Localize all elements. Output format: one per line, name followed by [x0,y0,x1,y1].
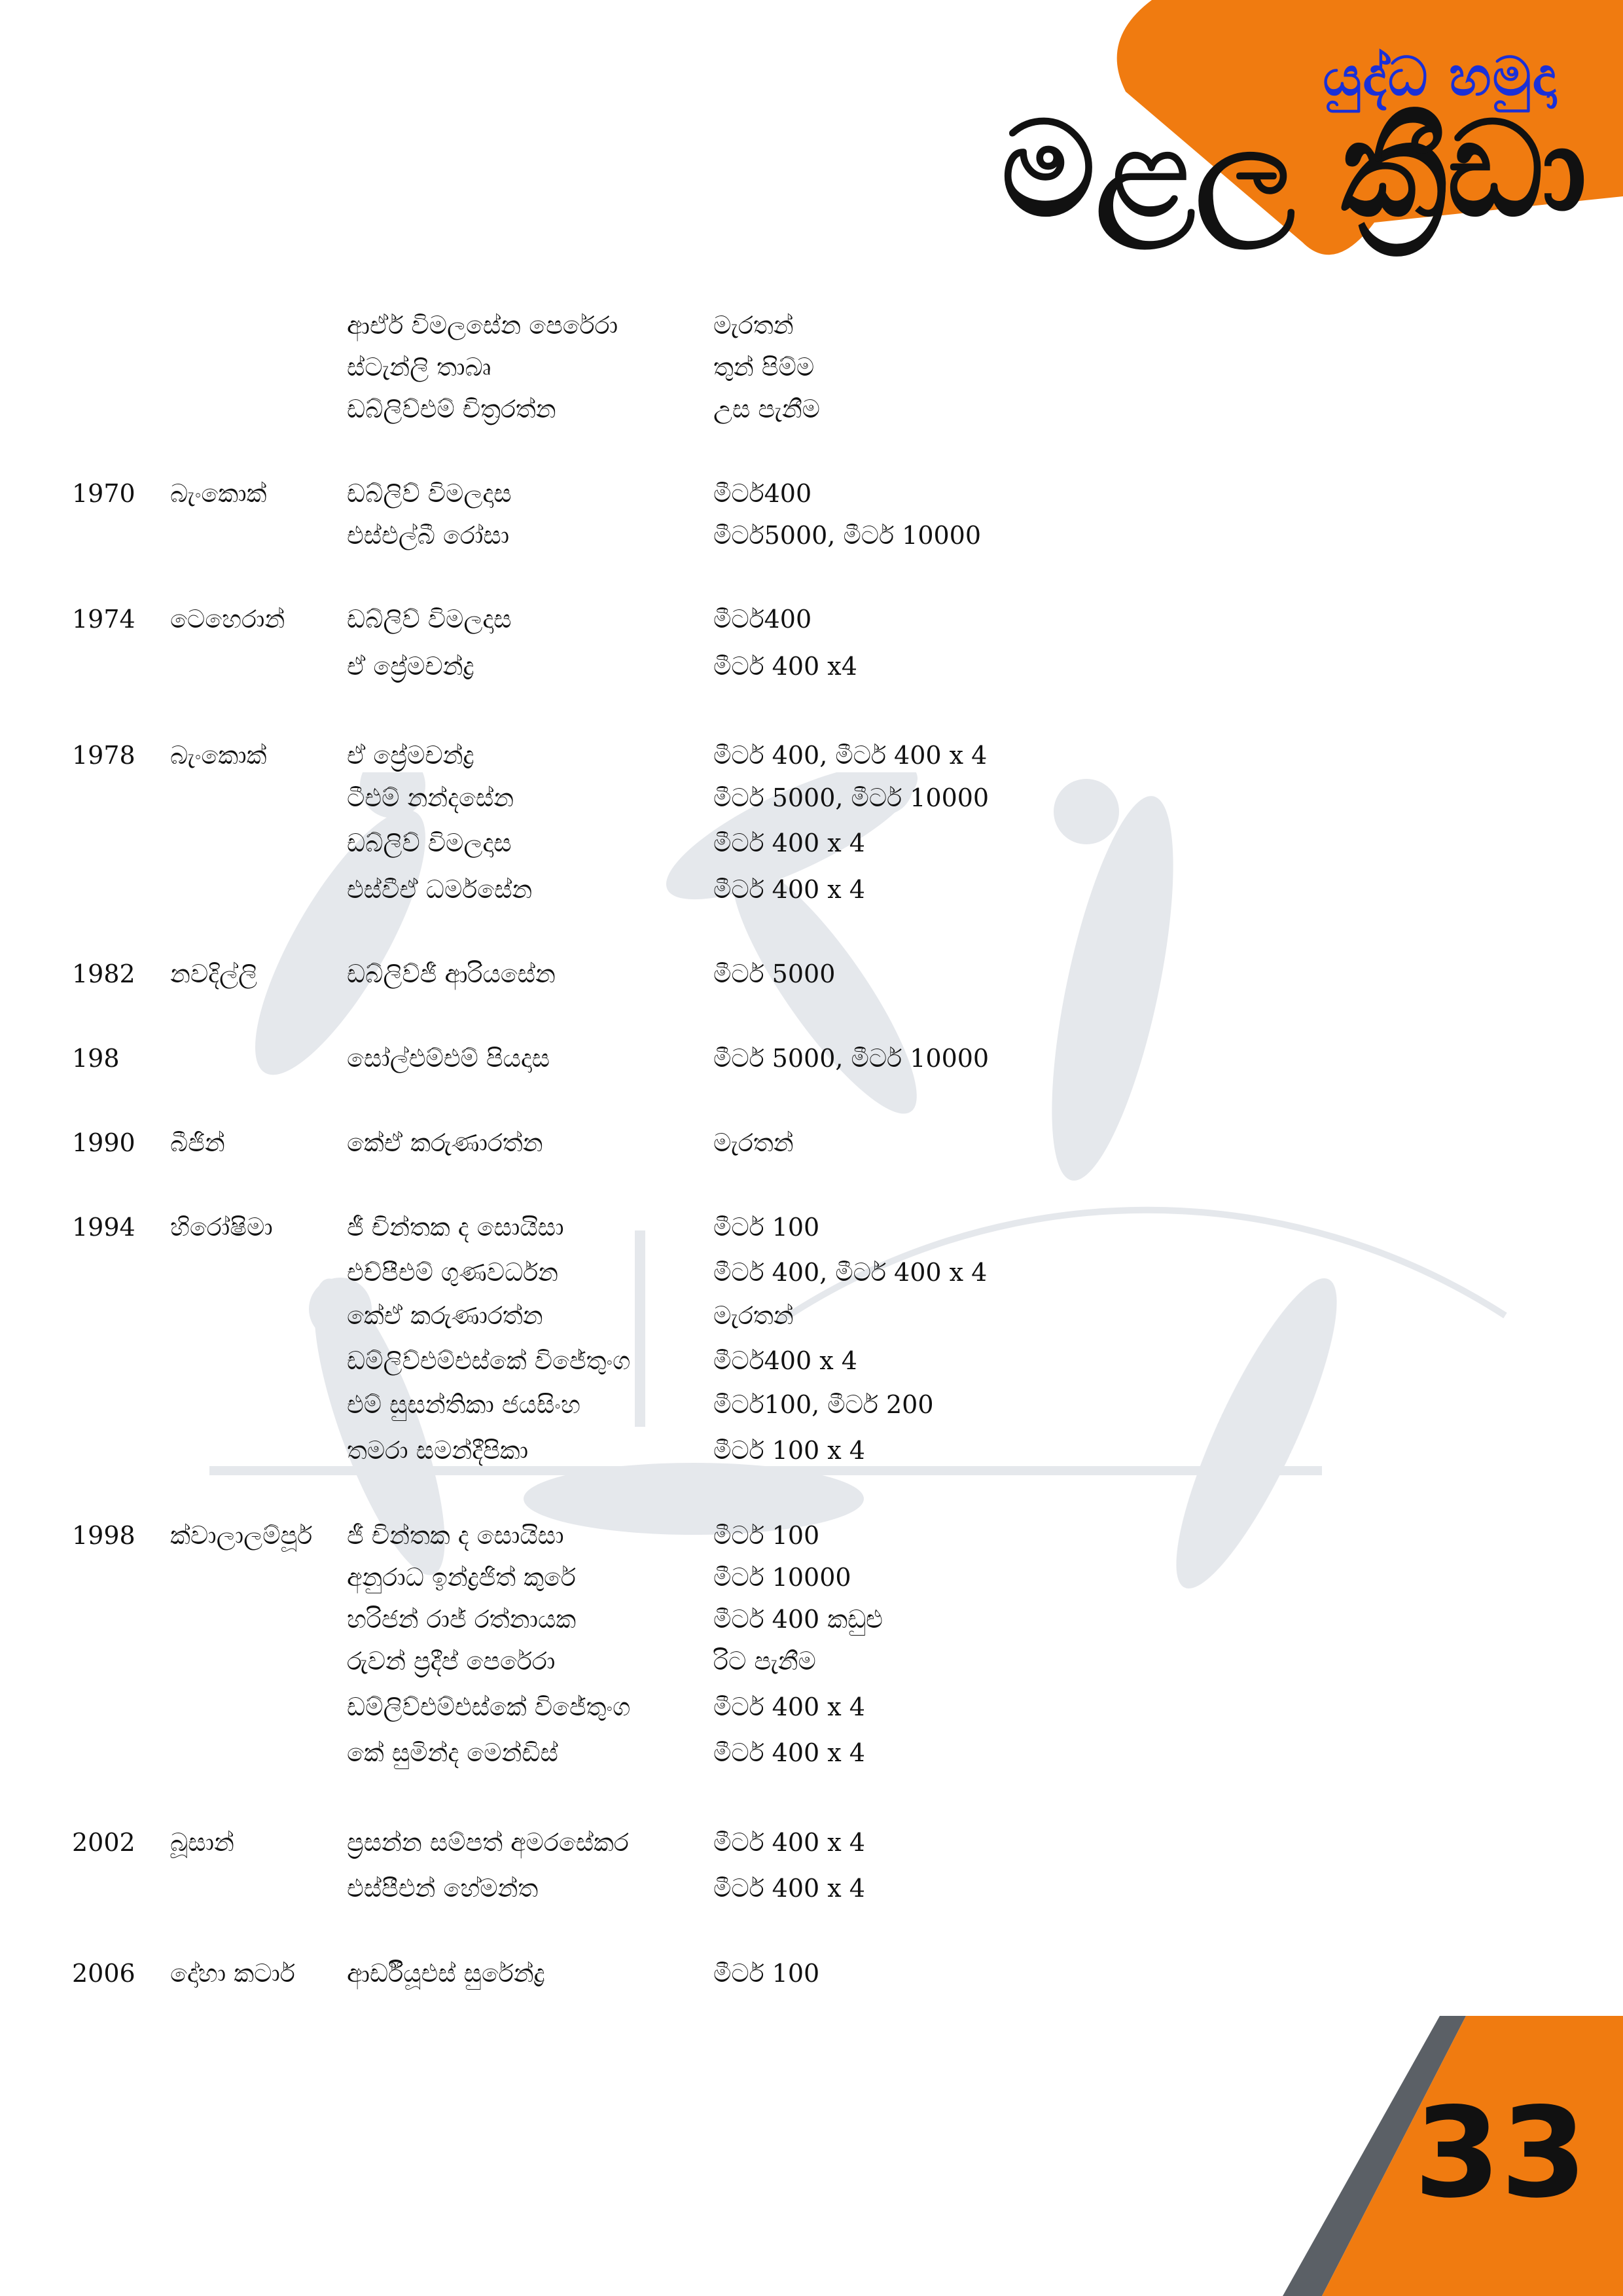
result-athlete: එස්වීඒ ධර්මසේන [347,875,533,904]
result-year: 1982 [72,960,135,988]
result-event: මීටර්5000, මීටර් 10000 [713,521,982,550]
result-city: නවදිල්ලි [170,960,258,988]
result-city: බූසාන් [170,1828,234,1857]
result-year: 1974 [72,605,135,634]
result-athlete: සෝල්එම්එම් පියදාස [347,1044,550,1073]
result-athlete: හරිජන් රාජ් රත්නායක [347,1605,577,1634]
result-city: බැංකොක් [170,479,267,508]
result-city: දෝහා කටාර් [170,1959,295,1988]
result-athlete: කේ සුමින්ද මෙන්ඩිස් [347,1738,558,1767]
result-event: මීටර් 5000 [713,960,836,988]
page-number: 33 [1414,2081,1587,2225]
result-athlete: රුවන් ප්‍රදීප් පෙරේරා [347,1647,556,1676]
result-event: මීටර්100, මීටර් 200 [713,1390,934,1419]
result-athlete: ජී චින්තක ද සොයිසා [347,1213,564,1242]
result-athlete: ඩබ්ලිව් විමලදාස [347,605,512,634]
result-event: මීටර් 5000, මීටර් 10000 [713,783,990,812]
result-athlete: ජී චින්තක ද සොයිසා [347,1521,564,1550]
result-event: මීටර් 400 x 4 [713,1828,865,1857]
result-event: මැරතන් [713,1301,794,1330]
result-year: 2002 [72,1828,135,1857]
result-event: මීටර් 400 කඩුළු [713,1605,883,1634]
page-title: මළල ක්‍රීඩා [1001,94,1587,246]
result-athlete: ඩම්ලිව්එම්එස්කේ විජේතුංග [347,1346,631,1375]
result-city: ටෙහෙරාන් [170,605,285,634]
result-event: මීටර් 100 [713,1521,820,1550]
result-event: මීටර් 400 x 4 [713,1874,865,1903]
result-athlete: ඩබ්ලිව් විමලදාස [347,829,512,857]
result-event: තුන් පිම්ම [713,353,815,382]
result-athlete: ඩබ්ලිව්ජී ආරියසේන [347,960,556,988]
result-athlete: ආර්ඩීයූඑස් සුරේන්ද්‍ර [347,1959,545,1988]
result-event: මැරතන් [713,311,794,340]
result-event: මීටර් 400 x 4 [713,829,865,857]
result-athlete: ඒ ප්‍රේමචන්ද්‍ර [347,741,474,770]
result-city: ක්වාලාලම්පූර් [170,1521,313,1550]
result-athlete: ඩබ්ලිව් විමලදාස [347,479,512,508]
result-athlete: ඒ ප්‍රේමචන්ද්‍ර [347,652,474,681]
result-year: 1994 [72,1213,135,1242]
result-event: මීටර් 100 [713,1213,820,1242]
result-athlete: එච්පීඑම් ගුණවර්ධන [347,1258,559,1287]
result-event: මීටර් 10000 [713,1563,851,1592]
result-city: බැංකොක් [170,741,267,770]
result-athlete: ඩම්ලිව්එම්එස්කේ විජේතුංග [347,1693,631,1721]
result-event: උස පැනීම [713,395,820,423]
result-event: මීටර්400 x 4 [713,1346,857,1375]
result-athlete: ඩබ්ලිව්එම් චිත්‍රරත්න [347,395,556,423]
result-athlete: තමරා සමන්දීපිකා [347,1436,529,1465]
result-athlete: කේඒ කරුණාරත්න [347,1128,543,1157]
result-athlete: ස්ටැන්ලි තාබෘ [347,353,491,382]
result-athlete: ටීඑම් නන්දසේන [347,783,514,812]
result-year: 198 [72,1044,120,1073]
result-athlete: එස්එල්බී රෝසා [347,521,510,550]
result-year: 1970 [72,479,135,508]
result-athlete: එස්පීඑන් හේමන්ත [347,1874,539,1903]
result-event: මීටර් 5000, මීටර් 10000 [713,1044,990,1073]
result-event: රිට පැනීම [713,1647,816,1676]
result-athlete: ආර්ඒ විමලසේන පෙරේරා [347,311,618,340]
result-event: මැරතන් [713,1128,794,1157]
result-year: 2006 [72,1959,135,1988]
result-event: මීටර් 400 x 4 [713,1738,865,1767]
result-year: 1978 [72,741,135,770]
result-year: 1998 [72,1521,135,1550]
result-athlete: ප්‍රසන්න සම්පත් අමරසේකර [347,1828,629,1857]
result-event: මීටර් 400 x 4 [713,875,865,904]
result-event: මීටර් 400, මීටර් 400 x 4 [713,741,988,770]
result-event: මීටර් 400, මීටර් 400 x 4 [713,1258,988,1287]
result-event: මීටර් 400 x4 [713,652,857,681]
result-city: බීජින් [170,1128,225,1157]
result-event: මීටර්400 [713,605,812,634]
result-athlete: අනුරාධ ඉන්ද්‍රජිත් කුරේ [347,1563,576,1592]
publication-kicker: යුද්ධ හමුදා [1323,46,1558,108]
result-event: මීටර් 400 x 4 [713,1693,865,1721]
result-event: මීටර් 100 [713,1959,820,1988]
result-athlete: කේඒ කරුණාරත්න [347,1301,543,1330]
result-city: හිරෝෂිමා [170,1213,273,1242]
result-year: 1990 [72,1128,135,1157]
result-event: මීටර් 100 x 4 [713,1436,865,1465]
result-athlete: එම් සුසන්තිකා ජයසිංහ [347,1390,580,1419]
result-event: මීටර්400 [713,479,812,508]
